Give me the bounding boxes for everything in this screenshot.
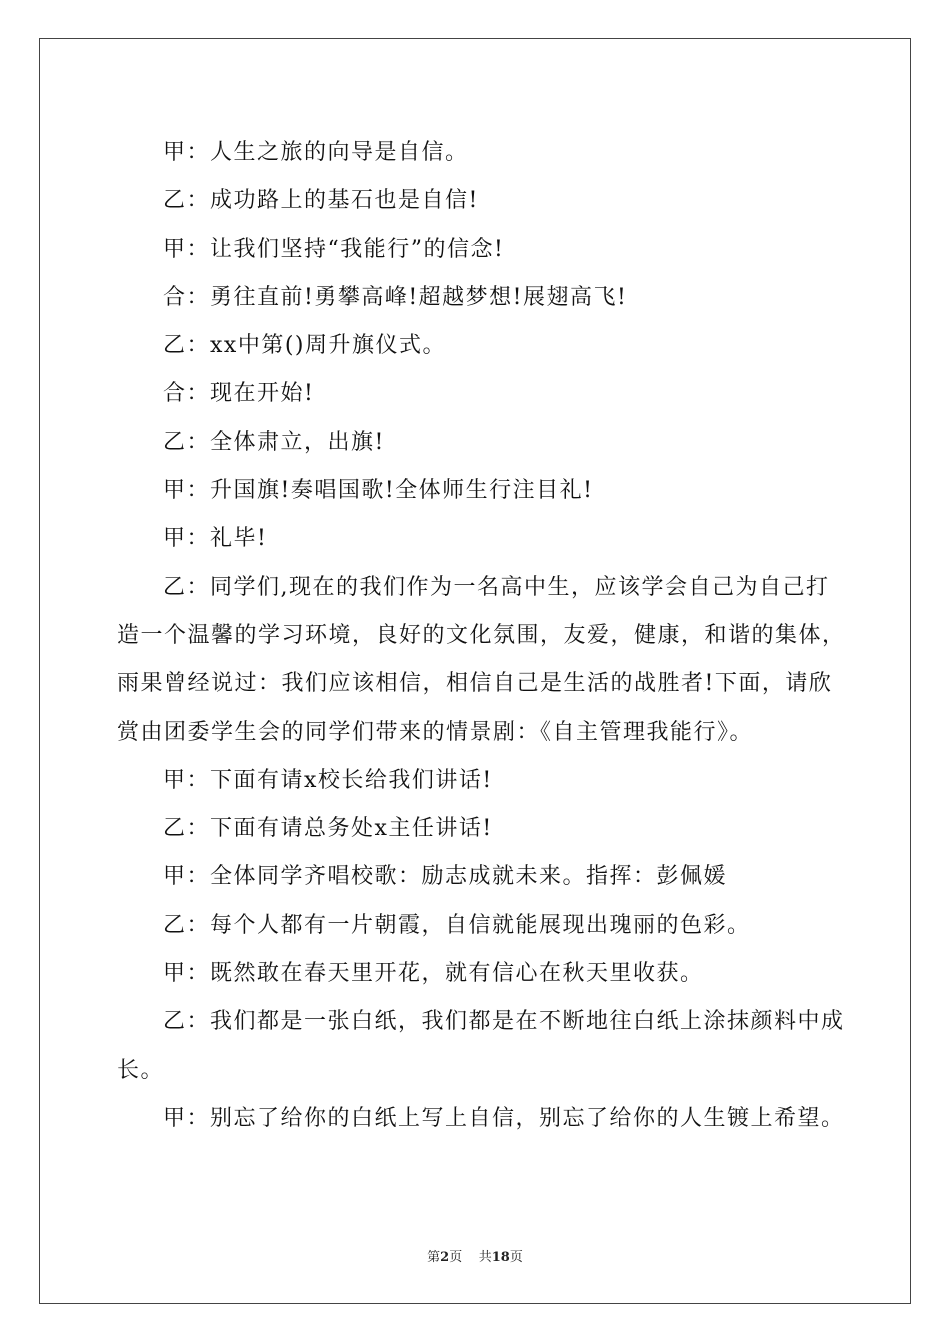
paragraph: 甲：下面有请x校长给我们讲话!: [163, 767, 493, 793]
paragraph: 甲：别忘了给你的白纸上写上自信，别忘了给你的人生镀上希望。: [163, 1105, 845, 1131]
paragraph: 乙：成功路上的基石也是自信!: [163, 188, 479, 214]
paragraph: 甲：让我们坚持“我能行”的信念!: [163, 236, 505, 262]
paragraph: 甲：全体同学齐唱校歌：励志成就未来。指挥：彭佩媛: [163, 864, 728, 890]
paragraph: 乙：xx中第()周升旗仪式。: [163, 333, 446, 359]
page-number: 2: [440, 1250, 450, 1265]
paragraph: 乙：下面有请总务处x主任讲话!: [163, 816, 493, 842]
paragraph: 甲：人生之旅的向导是自信。: [163, 140, 469, 165]
paragraph: 甲：升国旗!奏唱国歌!全体师生行注目礼!: [163, 478, 594, 504]
total-pages: 18: [491, 1250, 510, 1265]
paragraph: 乙：全体肃立，出旗!: [163, 429, 385, 455]
paragraph: 合：现在开始!: [163, 381, 315, 407]
paragraph: 甲：礼毕!: [163, 526, 268, 552]
paragraph: 乙：每个人都有一片朝霞，自信就能展现出瑰丽的色彩。: [163, 912, 751, 938]
page-footer: [0, 1246, 950, 1265]
page-suffix: 页: [449, 1250, 463, 1265]
paragraph: 乙：我们都是一张白纸，我们都是在不断地往白纸上涂抹颜料中成长。: [117, 1009, 845, 1083]
total-prefix: 共: [478, 1250, 492, 1265]
page-prefix: 第: [427, 1250, 441, 1265]
document-body: [117, 129, 847, 1143]
paragraph: 乙：同学们,现在的我们作为一名高中生，应该学会自己为自己打造一个温馨的学习环境，良好的文化氛围，友爱，健康，和谐的集体，雨果曾经说过：我们应该相信，相信自己是生活的战胜者!下面，请欣赏由团委学生会的同学们带来的情景剧：《自主管理我能行》。: [117, 574, 846, 745]
paragraph: 合：勇往直前!勇攀高峰!超越梦想!展翅高飞!: [163, 284, 628, 310]
total-suffix: 页: [509, 1250, 523, 1265]
paragraph: 甲：既然敢在春天里开花，就有信心在秋天里收获。: [163, 961, 704, 987]
